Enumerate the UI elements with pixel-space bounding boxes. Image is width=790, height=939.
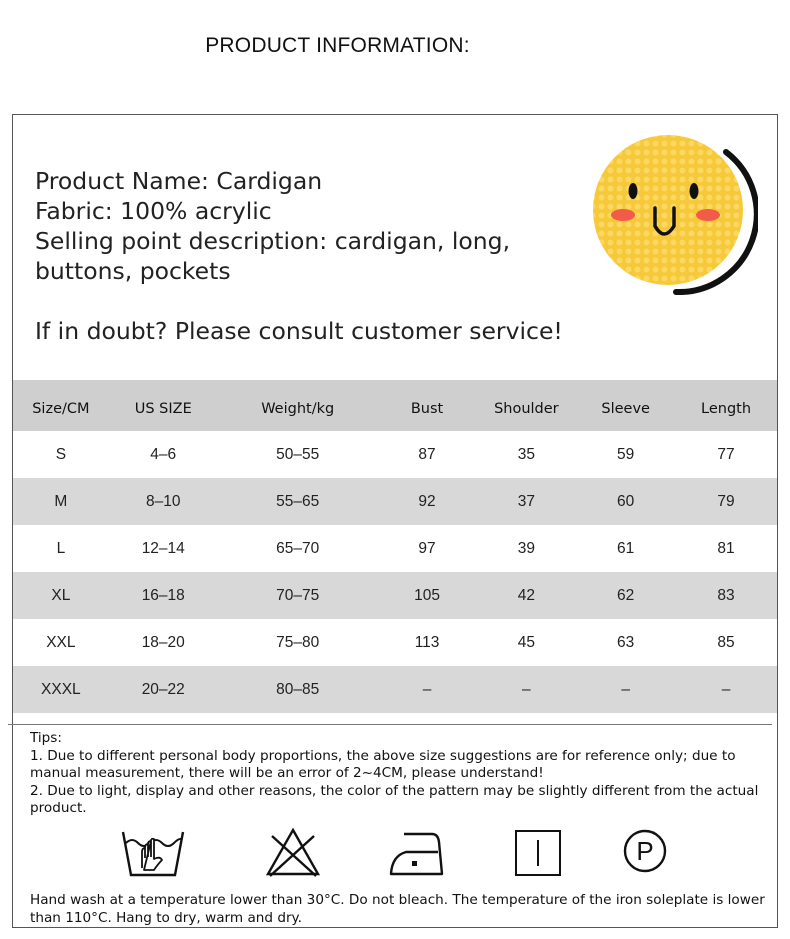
table-header-row xyxy=(13,380,777,431)
table-cell: L xyxy=(56,539,66,557)
table-row xyxy=(13,431,777,478)
dry-clean-p-icon xyxy=(620,826,670,878)
hand-wash-icon xyxy=(120,826,186,878)
care-instructions-text: Hand wash at a temperature lower than 30°C. Do not bleach. The temperature of the iron soleplate is lower than 110°C. Hang to dry, warm and dry. xyxy=(30,892,765,926)
table-cell: – xyxy=(476,666,576,713)
table-cell: 20–22 xyxy=(109,666,218,713)
do-not-bleach-icon xyxy=(264,826,322,878)
table-cell: 77 xyxy=(717,445,735,463)
table-cell: XL xyxy=(13,572,109,619)
table-cell: 12–14 xyxy=(141,539,185,557)
product-name-line: Product Name: Cardigan xyxy=(35,167,323,195)
iron-low-heat-icon xyxy=(388,826,444,878)
table-cell: 8–10 xyxy=(109,478,218,525)
table-cell: 113 xyxy=(414,633,440,651)
table-cell: 4–6 xyxy=(150,445,177,463)
table-cell: M xyxy=(13,478,109,525)
table-row xyxy=(13,666,777,713)
table-cell: 75–80 xyxy=(276,633,320,651)
size-chart-table xyxy=(13,380,777,713)
tips-line-2: 2. Due to light, display and other reasons, the color of the pattern may be slightly different from the actual product. xyxy=(30,782,759,816)
table-cell: 61 xyxy=(617,539,635,557)
table-cell: 16–18 xyxy=(109,572,218,619)
table-row xyxy=(13,572,777,619)
table-cell: 45 xyxy=(517,633,535,651)
table-cell: 37 xyxy=(476,478,576,525)
care-icons-row xyxy=(0,826,790,881)
table-cell: 81 xyxy=(717,539,735,557)
table-cell: XXL xyxy=(46,633,76,651)
col-header-size: Size/CM xyxy=(13,380,109,431)
table-row xyxy=(13,619,777,666)
selling-point-line-1: Selling point description: cardigan, long, xyxy=(35,227,511,255)
table-cell: 70–75 xyxy=(218,572,378,619)
fabric-line: Fabric: 100% acrylic xyxy=(35,197,272,225)
dry-clean-letter: P xyxy=(636,836,654,866)
table-cell: S xyxy=(55,445,67,463)
table-cell: 55–65 xyxy=(218,478,378,525)
col-header-us-size: US SIZE xyxy=(109,380,218,431)
table-cell: 35 xyxy=(517,445,535,463)
page-title: PRODUCT INFORMATION: xyxy=(205,34,470,57)
hang-dry-icon xyxy=(513,826,563,878)
table-cell: 85 xyxy=(717,633,735,651)
customer-service-note: If in doubt? Please consult customer service! xyxy=(35,317,563,345)
tips-line-1: 1. Due to different personal body proportions, the above size suggestions are for reference only; due to manual measurement, there will be an error of 2~4CM, please understand! xyxy=(30,747,736,781)
tips-block xyxy=(30,730,760,818)
table-cell: – xyxy=(576,666,675,713)
table-cell: 18–20 xyxy=(141,633,185,651)
table-row xyxy=(13,525,777,572)
col-header-bust: Bust xyxy=(378,380,477,431)
table-cell: 60 xyxy=(576,478,675,525)
table-cell: 105 xyxy=(378,572,477,619)
table-cell: 87 xyxy=(418,445,436,463)
table-cell: 59 xyxy=(617,445,635,463)
table-cell: 63 xyxy=(617,633,635,651)
table-cell: 97 xyxy=(418,539,436,557)
table-cell: 39 xyxy=(517,539,535,557)
table-cell: 92 xyxy=(378,478,477,525)
table-cell: 79 xyxy=(675,478,777,525)
section-divider xyxy=(8,724,772,725)
table-cell: – xyxy=(378,666,477,713)
table-cell: 65–70 xyxy=(276,539,320,557)
table-cell: 83 xyxy=(675,572,777,619)
table-cell: 50–55 xyxy=(276,445,320,463)
table-cell: 80–85 xyxy=(218,666,378,713)
tips-title: Tips: xyxy=(30,730,62,746)
smiley-emoji-icon xyxy=(588,130,758,295)
col-header-sleeve: Sleeve xyxy=(576,380,675,431)
table-cell: 62 xyxy=(576,572,675,619)
table-row xyxy=(13,478,777,525)
col-header-weight: Weight/kg xyxy=(218,380,378,431)
col-header-length: Length xyxy=(675,380,777,431)
table-cell: XXXL xyxy=(13,666,109,713)
selling-point-line-2: buttons, pockets xyxy=(35,257,231,285)
table-cell: 42 xyxy=(476,572,576,619)
product-info-block xyxy=(35,166,510,286)
table-cell: – xyxy=(675,666,777,713)
col-header-shoulder: Shoulder xyxy=(476,380,576,431)
